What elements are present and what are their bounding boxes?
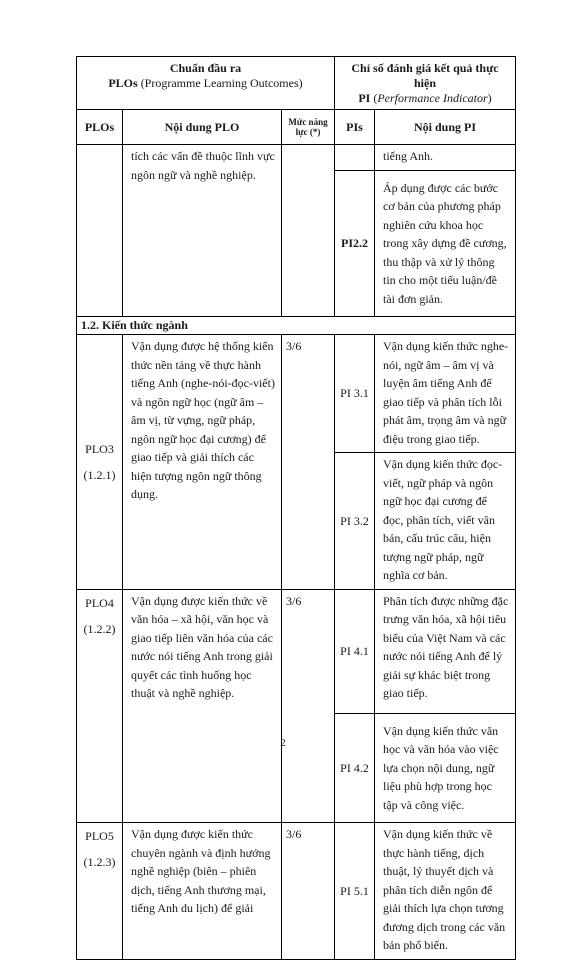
pi-code-cell: PI 3.2 bbox=[335, 453, 375, 590]
plo-group-subtitle: PLOs (Programme Learning Outcomes) bbox=[108, 76, 303, 90]
plo-number: (1.2.2) bbox=[83, 621, 116, 636]
level-cell: 3/6 bbox=[282, 823, 335, 960]
plo-code-cell bbox=[77, 335, 123, 590]
plo-content-cell: Vận dụng được kiến thức về văn hóa – xã hội, văn học và giao tiếp liên văn hóa của các nước nói tiếng Anh trong giải quyết các tình huống học thuật và nghề nghiệp. bbox=[123, 589, 282, 823]
page-number: 2 bbox=[280, 737, 286, 749]
pi-code-cell: PI 3.1 bbox=[335, 335, 375, 453]
pi-code-cell bbox=[335, 145, 375, 171]
plo-content-cell: Vận dụng được kiến thức chuyên ngành và định hướng nghề nghiệp (biên – phiên dịch, tiếng Anh thương mại, tiếng Anh du lịch) để giải bbox=[123, 823, 282, 960]
table-row bbox=[77, 335, 516, 453]
pi-code-cell: PI2.2 bbox=[335, 170, 375, 317]
plo-group-header bbox=[77, 57, 335, 110]
plo-number: (1.2.1) bbox=[83, 467, 116, 482]
pi-content-cell: Vận dụng kiến thức nghe-nói, ngữ âm – âm vị và luyện âm tiếng Anh để giao tiếp và phân tích lỗi phát âm, trọng âm và ngữ điệu trong giao tiếp. bbox=[375, 335, 516, 453]
table-row bbox=[77, 589, 516, 713]
section-title: 1.2. Kiến thức ngành bbox=[77, 317, 516, 335]
plo-code-cell bbox=[77, 145, 123, 317]
column-header-plo-content: Nội dung PLO bbox=[123, 110, 282, 145]
plo-code: PLO5 bbox=[85, 829, 114, 843]
level-cell: 3/6 bbox=[282, 335, 335, 590]
pi-content-cell: Áp dụng được các bước cơ bản của phương pháp nghiên cứu khoa học trong xây dựng đề cương, thu thập và xử lý thông tin cho một tiểu luận/đề tài đơn giản. bbox=[375, 170, 516, 317]
plo-code: PLO3 bbox=[85, 441, 114, 456]
level-cell bbox=[282, 145, 335, 317]
pi-content-cell: Vận dụng kiến thức đọc-viết, ngữ pháp và ngôn ngữ học đại cương để đọc, phân tích, viết văn bản, cấu trúc câu, hiện tượng ngữ pháp, ngữ nghĩa cơ bản. bbox=[375, 453, 516, 590]
column-header-level: Mức năng lực (*) bbox=[282, 110, 335, 145]
plo-code-cell bbox=[77, 823, 123, 960]
pi-group-subtitle: PI (Performance Indicator) bbox=[358, 91, 492, 105]
pi-group-header bbox=[335, 57, 516, 110]
plo-pi-table bbox=[76, 56, 516, 960]
plo-number: (1.2.3) bbox=[83, 855, 116, 869]
table-row bbox=[77, 145, 516, 171]
pi-content-cell: Phân tích được những đặc trưng văn hóa, xã hội tiêu biểu của Việt Nam và các nước nói tiếng Anh để lý giải sự khác biệt trong giao tiếp. bbox=[375, 589, 516, 713]
table-row bbox=[77, 823, 516, 960]
column-header-pi-content: Nội dung PI bbox=[375, 110, 516, 145]
column-header-row bbox=[77, 110, 516, 145]
pi-content-cell: tiếng Anh. bbox=[375, 145, 516, 171]
pi-code-cell: PI 4.2 bbox=[335, 713, 375, 823]
plo-group-title: Chuẩn đầu ra bbox=[169, 61, 242, 75]
plo-content-cell: Vận dụng được hệ thống kiến thức nền tảng về thực hành tiếng Anh (nghe-nói-đọc-viết) và ngôn ngữ học (ngữ âm – âm vị, từ vựng, ngữ pháp, ngôn ngữ học đại cương) để giao tiếp và giải thích các hiện tượng ngôn ngữ thông dụng. bbox=[123, 335, 282, 590]
pi-content-cell: Vận dụng kiến thức văn học và văn hóa vào việc lựa chọn nội dung, ngữ liệu phù hợp trong học tập và công việc. bbox=[375, 713, 516, 823]
pi-code-cell: PI 5.1 bbox=[335, 823, 375, 960]
plo-content-cell: tích các vấn đề thuộc lĩnh vực ngôn ngữ và nghề nghiệp. bbox=[123, 145, 282, 317]
pi-content-cell: Vận dụng kiến thức về thực hành tiếng, dịch thuật, lý thuyết dịch và phân tích diễn ngôn để giải thích lựa chọn tương đương dịch trong các văn bản phổ biến. bbox=[375, 823, 516, 960]
table-header-row bbox=[77, 57, 516, 110]
column-header-pis: PIs bbox=[335, 110, 375, 145]
plo-code: PLO4 bbox=[85, 595, 114, 610]
plo-code-cell bbox=[77, 589, 123, 823]
pi-code-cell: PI 4.1 bbox=[335, 589, 375, 713]
level-cell: 3/6 bbox=[282, 589, 335, 823]
section-row bbox=[77, 317, 516, 335]
pi-group-title: Chỉ số đánh giá kết quả thực hiện bbox=[351, 61, 499, 90]
column-header-plos: PLOs bbox=[77, 110, 123, 145]
